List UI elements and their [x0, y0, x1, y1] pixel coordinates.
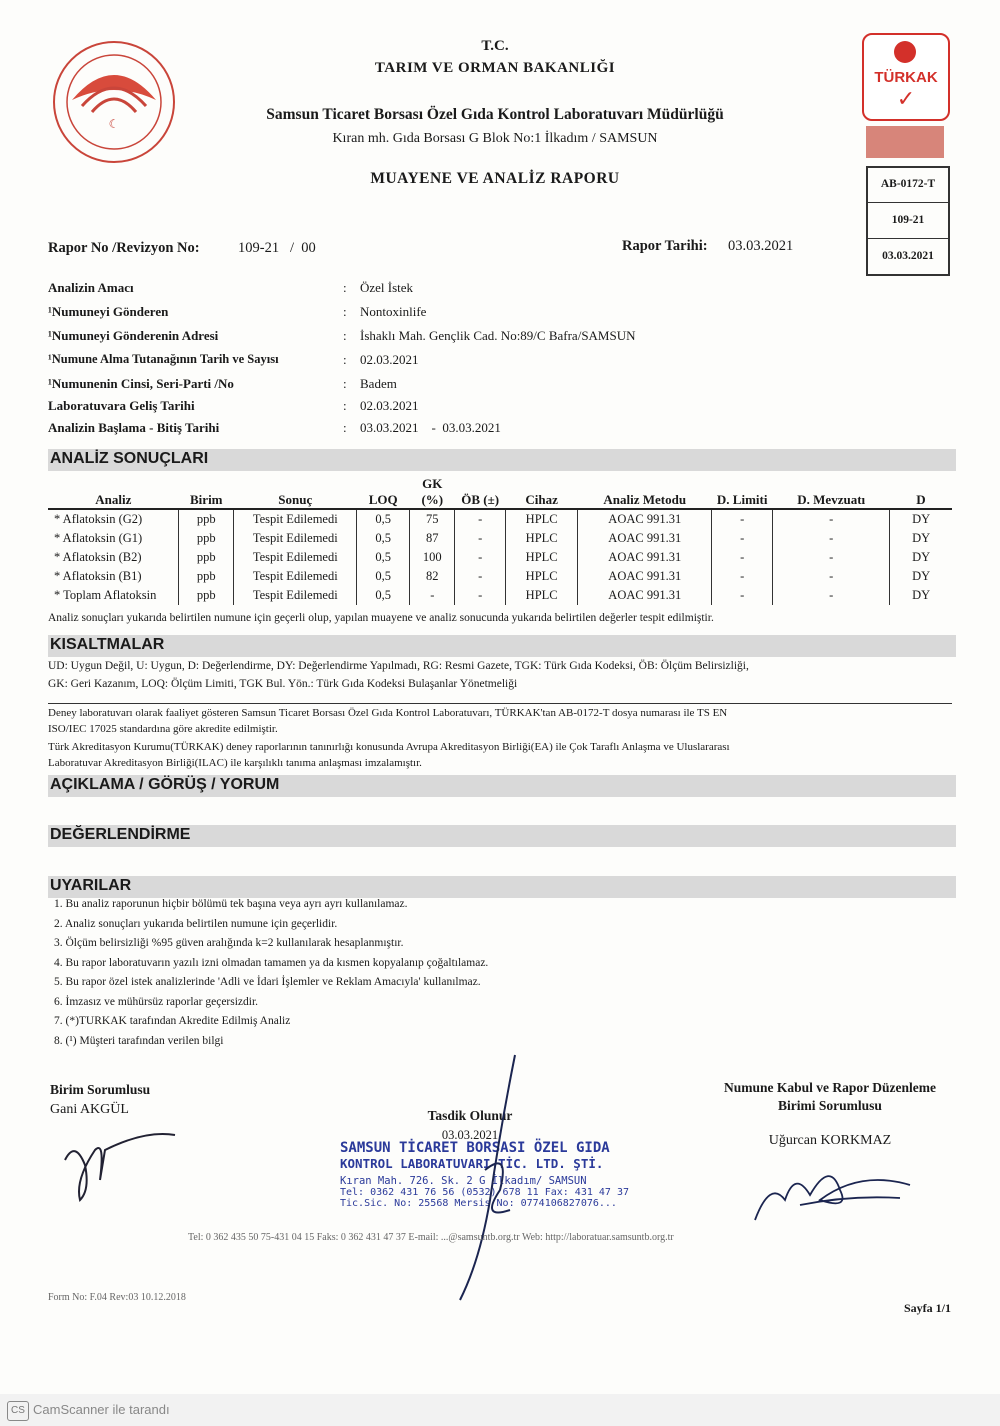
center-signer-title: Tasdik Olunur [427, 1108, 513, 1123]
warning-item: 7. (*)TURKAK tarafından Akredite Edilmiş Analiz [54, 1015, 291, 1027]
table-cell: 87 [410, 529, 455, 548]
results-note: Analiz sonuçları yukarıda belirtilen numune için geçerli olup, yapılan muayene ve analiz sonucunda yukarıda belirtilen değerler tespit edilmiştir. [48, 612, 714, 624]
table-cell: HPLC [505, 548, 577, 567]
section-warnings [48, 876, 956, 898]
table-cell: - [455, 548, 506, 567]
table-cell: * Aflatoksin (B2) [54, 550, 142, 564]
section-abbrev-title: KISALTMALAR [50, 636, 165, 653]
accreditation-report-no: 109-21 [891, 214, 925, 226]
info-value: Nontoxinlife [360, 304, 427, 319]
table-row [48, 586, 952, 605]
col-header: Birim [190, 492, 223, 507]
ministry-seal-logo [52, 40, 176, 164]
page-number: Sayfa 1/1 [904, 1301, 952, 1315]
section-evaluation [48, 825, 956, 847]
svg-text:☾: ☾ [108, 117, 120, 131]
section-results-title: ANALİZ SONUÇLARI [50, 450, 209, 467]
table-cell: Tespit Edilemedi [234, 529, 357, 548]
stamp-line: KONTROL LABORATUVARI TİC. LTD. ŞTİ. [340, 1156, 604, 1171]
info-value: İshaklı Mah. Gençlik Cad. No:89/C Bafra/SAMSUN [360, 328, 636, 343]
col-header: ÖB (±) [461, 492, 500, 507]
stamp-line: SAMSUN TİCARET BORSASI ÖZEL GIDA [340, 1140, 610, 1156]
left-signature-image [55, 1120, 185, 1210]
col-header: Analiz Metodu [603, 492, 687, 507]
accreditation-text: ISO/IEC 17025 standardına göre akredite edilmiştir. [48, 723, 278, 735]
col-header: GK (%) [421, 476, 444, 507]
table-cell: DY [890, 529, 952, 548]
table-cell: - [455, 509, 506, 529]
warnings-list [54, 898, 488, 1054]
table-cell: HPLC [505, 567, 577, 586]
right-signer-title-1: Numune Kabul ve Rapor Düzenleme [723, 1080, 936, 1095]
table-cell: ppb [179, 529, 234, 548]
table-cell: 0,5 [357, 548, 410, 567]
table-cell: 82 [410, 567, 455, 586]
section-comment-title: AÇIKLAMA / GÖRÜŞ / YORUM [50, 776, 280, 793]
form-number: Form No: F.04 Rev:03 10.12.2018 [48, 1292, 186, 1303]
section-results [48, 449, 956, 471]
table-row [48, 548, 952, 567]
info-value: 02.03.2021 [360, 352, 419, 367]
table-cell: HPLC [505, 509, 577, 529]
table-cell: Tespit Edilemedi [234, 509, 357, 529]
col-header: Analiz [95, 492, 132, 507]
warning-item: 6. İmzasız ve mühürsüz raporlar geçersizdir. [54, 995, 259, 1008]
center-signature-image [440, 1050, 530, 1310]
table-cell: 75 [410, 509, 455, 529]
table-cell: - [712, 586, 773, 605]
checkmark-icon: ✓ [896, 87, 916, 112]
table-cell: - [712, 567, 773, 586]
stamp-line: Tic.Sic. No: 25568 Mersis No: 0774106827076... [340, 1198, 617, 1209]
table-cell: DY [890, 548, 952, 567]
table-cell: ppb [179, 567, 234, 586]
table-cell: * Aflatoksin (G1) [54, 531, 143, 545]
table-cell: - [712, 509, 773, 529]
table-cell: - [773, 509, 890, 529]
section-evaluation-title: DEĞERLENDİRME [50, 826, 191, 843]
table-cell: Tespit Edilemedi [234, 567, 357, 586]
col-header: D. Limiti [716, 492, 768, 507]
section-warnings-title: UYARILAR [50, 877, 132, 894]
table-cell: - [712, 548, 773, 567]
table-cell: - [455, 529, 506, 548]
table-cell: - [773, 567, 890, 586]
warning-item: 5. Bu rapor özel istek analizlerinde 'Adli ve İdari İşlemler ve Reklam Amacıyla' kullanılmaz. [54, 976, 481, 988]
info-value: 02.03.2021 [360, 398, 419, 413]
info-label: Analizin Amacı [48, 280, 134, 295]
table-cell: DY [890, 567, 952, 586]
table-cell: 0,5 [357, 529, 410, 548]
table-cell: - [773, 529, 890, 548]
col-header: Sonuç [278, 492, 313, 507]
ministry-name: TARIM VE ORMAN BAKANLIĞI [374, 60, 616, 76]
table-cell: Tespit Edilemedi [234, 586, 357, 605]
table-cell: 0,5 [357, 509, 410, 529]
table-row [48, 529, 952, 548]
report-date-label: Rapor Tarihi: [622, 238, 708, 254]
section-comment [48, 775, 956, 797]
table-row [48, 509, 952, 529]
table-cell: - [455, 586, 506, 605]
table-cell: DY [890, 586, 952, 605]
table-cell: 0,5 [357, 567, 410, 586]
right-signer-name: Uğurcan KORKMAZ [768, 1133, 892, 1148]
table-cell: AOAC 991.31 [578, 567, 712, 586]
info-label: ¹Numunenin Cinsi, Seri-Parti /No [48, 376, 234, 391]
abbrev-line: UD: Uygun Değil, U: Uygun, D: Değerlendirme, DY: Değerlendirme Yapılmadı, RG: Resmi Gazete, TGK: Türk Gıda Kodeksi, ÖB: Ölçüm Belirsizliği, [48, 660, 749, 672]
abbrev-line: GK: Geri Kazanım, LOQ: Ölçüm Limiti, TGK Bul. Yön.: Türk Gıda Kodeksi Bulaşanlar Yönetmeliği [48, 678, 518, 690]
table-cell: * Toplam Aflatoksin [54, 588, 157, 602]
accreditation-text: Laboratuvar Akreditasyon Birliği(ILAC) ile karşılıklı tanıma anlaşması imzalamıştır. [48, 757, 422, 769]
results-table [48, 470, 952, 605]
table-cell: AOAC 991.31 [578, 548, 712, 567]
table-cell: * Aflatoksin (B1) [54, 569, 142, 583]
report-title: MUAYENE VE ANALİZ RAPORU [370, 170, 620, 187]
info-label: ¹Numune Alma Tutanağının Tarih ve Sayısı [48, 352, 279, 366]
lab-name: Samsun Ticaret Borsası Özel Gıda Kontrol Laboratuvarı Müdürlüğü [266, 106, 724, 123]
table-cell: DY [890, 509, 952, 529]
lab-address: Kıran mh. Gıda Borsası G Blok No:1 İlkadım / SAMSUN [332, 131, 658, 146]
info-value: Badem [360, 376, 397, 391]
table-cell: - [712, 529, 773, 548]
table-cell: ppb [179, 586, 234, 605]
table-cell: - [455, 567, 506, 586]
table-cell: AOAC 991.31 [578, 529, 712, 548]
camscanner-logo-icon: CS [7, 1401, 29, 1421]
footer-contact: Tel: 0 362 435 50 75-431 04 15 Faks: 0 362 431 47 37 E-mail: ...@samsuntb.org.tr Web: http://laboratuar.samsuntb.org.tr [188, 1232, 674, 1243]
accreditation-date: 03.03.2021 [882, 250, 934, 262]
report-no-value: 109-21 / 00 [238, 240, 316, 256]
info-value: Özel İstek [360, 280, 414, 295]
left-signer-title: Birim Sorumlusu [50, 1082, 151, 1097]
scanner-label: CamScanner ile tarandı [33, 1402, 170, 1417]
accreditation-text: Türk Akreditasyon Kurumu(TÜRKAK) deney raporlarının tanınırlığı konusunda Avrupa Akreditasyon Birliği(EA) ile Çok Taraflı Anlaşma ve Uluslararası [48, 741, 730, 753]
warning-item: 2. Analiz sonuçları yukarıda belirtilen numune için geçerlidir. [54, 917, 338, 930]
table-cell: Tespit Edilemedi [234, 548, 357, 567]
table-cell: 100 [410, 548, 455, 567]
accreditation-text: Deney laboratuvarı olarak faaliyet gösteren Samsun Ticaret Borsası Özel Gıda Kontrol Laboratuvarı, TÜRKAK'tan AB-0172-T dosya numarası ile TS EN [48, 707, 728, 719]
table-cell: * Aflatoksin (G2) [54, 512, 143, 526]
turkak-emblem-icon [894, 41, 916, 63]
stamp-line: Kıran Mah. 726. Sk. 2 G İlkadım/ SAMSUN [340, 1175, 587, 1187]
results-header-row [48, 470, 952, 509]
table-cell: ppb [179, 548, 234, 567]
left-signer-name: Gani AKGÜL [50, 1102, 129, 1117]
warning-item: 1. Bu analiz raporunun hiçbir bölümü tek başına veya ayrı ayrı kullanılamaz. [54, 898, 408, 910]
info-label: ¹Numuneyi Gönderen [48, 304, 169, 319]
scanner-bar [0, 1394, 1000, 1426]
table-cell: ppb [179, 509, 234, 529]
table-cell: - [773, 548, 890, 567]
section-abbrev [48, 635, 956, 657]
accreditation-box [866, 166, 950, 276]
report-date-value: 03.03.2021 [728, 238, 794, 254]
right-signature-image [740, 1150, 920, 1230]
report-no-label: Rapor No /Revizyon No: [48, 240, 200, 256]
turkak-logo-text: TÜRKAK [874, 69, 938, 86]
table-row [48, 567, 952, 586]
table-cell: HPLC [505, 529, 577, 548]
table-cell: 0,5 [357, 586, 410, 605]
center-date: 03.03.2021 [441, 1128, 499, 1142]
warning-item: 3. Ölçüm belirsizliği %95 güven aralığında k=2 kullanılarak hesaplanmıştır. [54, 937, 404, 949]
info-value: 03.03.2021 - 03.03.2021 [360, 420, 501, 435]
warning-item: 4. Bu rapor laboratuvarın yazılı izni olmadan tamamen ya da kısmen kopyalanıp çoğaltılamaz. [54, 956, 489, 969]
table-cell: - [410, 586, 455, 605]
turkak-logo [862, 33, 950, 121]
info-label: Laboratuvara Geliş Tarihi [48, 398, 195, 413]
col-header: D. Mevzuatı [797, 492, 866, 507]
col-header: D [916, 492, 926, 507]
info-label: Analizin Başlama - Bitiş Tarihi [48, 420, 220, 435]
table-cell: AOAC 991.31 [578, 586, 712, 605]
header-tc: T.C. [481, 38, 509, 54]
col-header: LOQ [368, 492, 398, 507]
table-cell: HPLC [505, 586, 577, 605]
table-cell: - [773, 586, 890, 605]
stamp-line: Tel: 0362 431 76 56 (0532) 678 11 Fax: 431 47 37 [340, 1187, 629, 1198]
right-signer-title-2: Birimi Sorumlusu [778, 1098, 882, 1113]
table-cell: AOAC 991.31 [578, 509, 712, 529]
turkak-red-band [866, 126, 944, 158]
info-label: ¹Numuneyi Gönderenin Adresi [48, 328, 219, 343]
accreditation-no: AB-0172-T [880, 178, 936, 190]
warning-item: 8. (¹) Müşteri tarafından verilen bilgi [54, 1034, 224, 1047]
col-header: Cihaz [525, 492, 558, 507]
